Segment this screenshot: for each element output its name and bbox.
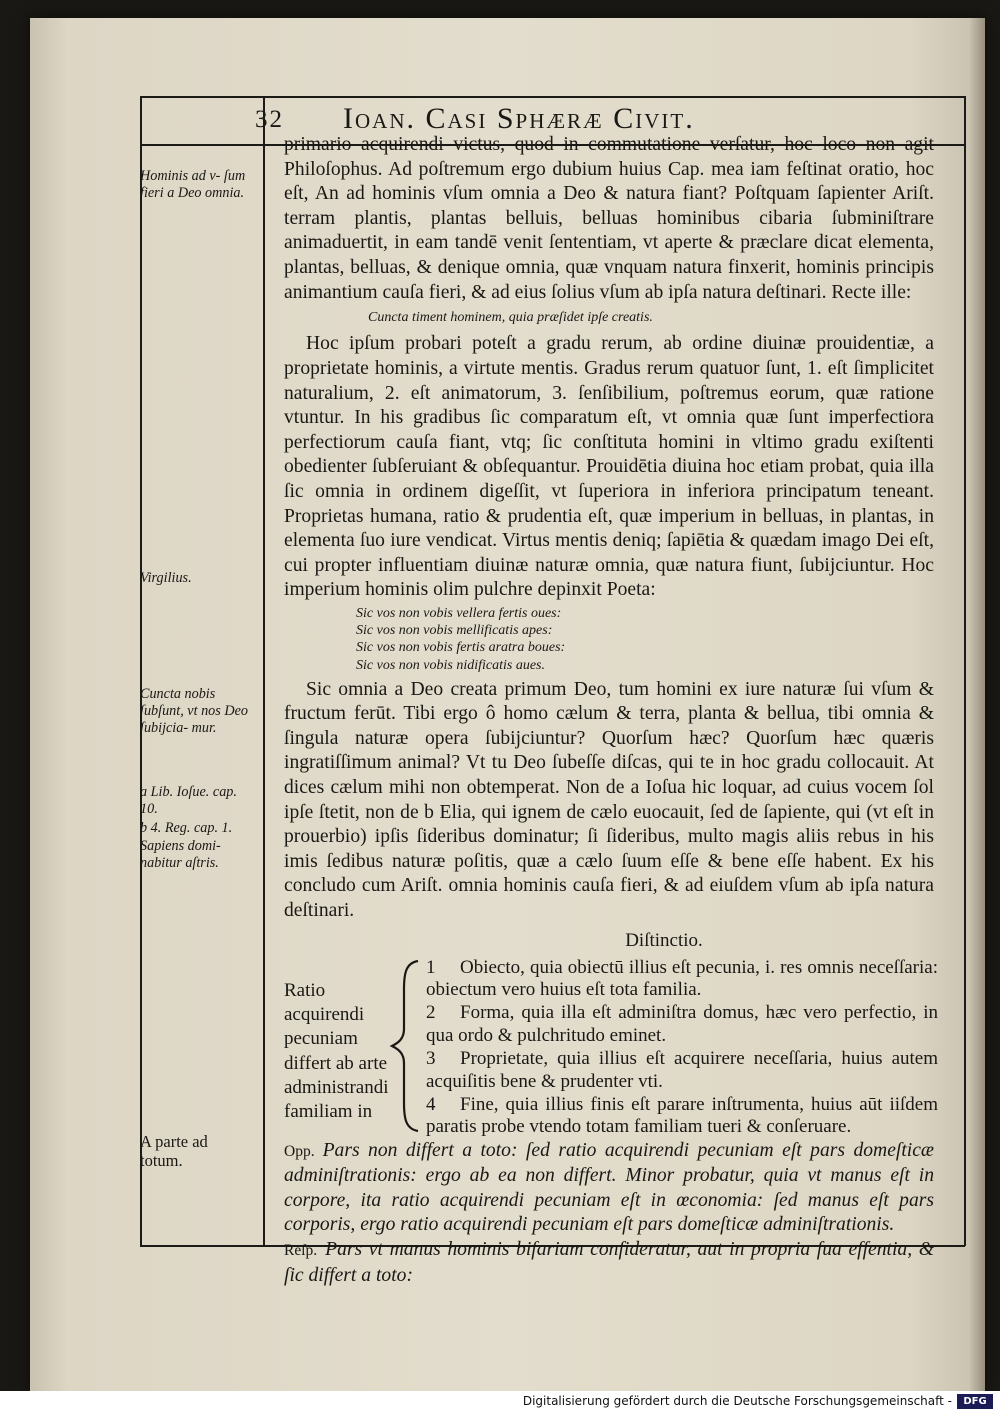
page-edge-shadow <box>969 18 985 1393</box>
digitization-footer <box>0 1391 1000 1413</box>
outer-margin-rule <box>140 96 142 1246</box>
verse-line: Sic vos non vobis vellera fertis oues: <box>356 605 562 621</box>
resp-text: Pars vt manus hominis bifariam conſideratur, aut in propria ſua eſſentia, & ſic differt a toto: <box>284 1239 934 1286</box>
right-rule <box>964 96 966 1246</box>
running-title: Ioan. Casi Sphæræ Civit. <box>343 102 695 135</box>
distinctio-item: 3 Proprietate, quia illius eſt acquirere neceſſaria, huius autem acquiſitis bene & prudenter vti. <box>426 1048 938 1092</box>
paragraph-2: Hoc ipſum probari poteſt a gradu rerum, ab ordine diuinæ prouidentiæ, a proprietate hominis, a virtute mentis. Gradus rerum quatuor ſunt, 1. eſt ſimplicitet naturalium, 2. eſt animatorum, 3. ſenſibilium, poſtremus eorum, quæ ratione vtuntur. In his gradibus ſic comparatum eſt, vt omnia quæ ſunt imperfectiora perfectiorum cauſa fiant, vtq; ſic conſtituta homini in vltimo gradu exiſtenti obedienter ſubſeruiant & obſequantur. Prouidētia diuina hoc etiam probat, quia illa ſic omnia in ordinem digeſſit, vt ſuperiora in inferiora principatum teneant. Proprietas humana, ratio & prudentia eſt, quæ imperium in belluas, in plantas, in elementa ſuo iure vendicat. Virtus mentis deniq; ſapiētia & quædam imago Dei eſt, cui propter influentiam diuinæ naturæ omnia, quæ natura fiunt, ſubijciuntur. Hoc imperium hominis olim pulchre depinxit Poeta: <box>284 333 934 601</box>
paragraph-1: primario acquirendi victus, quod in commutatione verſatur, hoc loco non agit Philoſophus. Ad poſtremum ergo dubium huius Cap. mea iam feſtinat oratio, hoc eſt, An ad hominis vſum omnia a Deo & natura fiant? Poſtquam ſapienter Ariſt. terram plantis, plantas belluis, belluas hominibus cibaria ſubminiſtrare animaduertit, in eam tandē venit ſententiam, vt aperte & præclare dicat elementa, plantas, belluas, & denique omnia, quæ vnquam natura finxerit, hominis principis animantium cauſa fieri, & ad eius ſolius vſum ab ipſa natura deſtinari. Recte ille: <box>284 134 934 303</box>
virgil-verses <box>356 605 934 674</box>
disputatio <box>284 1139 934 1289</box>
response <box>284 1238 934 1288</box>
opp-text: Pars non differt a toto: ſed ratio acquirendi pecuniam eſt pars domeſticæ adminiſtrationis: ergo ab ea non differt. Minor probatur, quia vt manus eſt in corpore, ita ratio acquirendi pecuniam eſt in œconomia: ſed manus eſt pars corporis, ergo ratio acquirendi pecuniam eſt pars domeſticæ adminiſtrationis. <box>284 1139 934 1236</box>
margin-note-sapiens: Sapiens domi- nabitur aſtris. <box>140 838 221 871</box>
curly-brace-icon <box>388 959 424 1133</box>
distinctio-item: 2 Forma, quia illa eſt adminiſtra domus, hæc vero perfectio, in qua ordo & pulchritudo eminet. <box>426 1002 938 1046</box>
margin-note-iosue: a Lib. Ioſue. cap. 10. <box>140 784 237 817</box>
margin-note-a-parte: A parte ad totum. <box>140 1132 208 1170</box>
page-number: 32 <box>255 106 284 133</box>
margin-note-reg: b 4. Reg. cap. 1. <box>140 820 233 836</box>
verse-line: Sic vos non vobis mellificatis apes: <box>356 623 553 639</box>
distinctio-item: 4 Fine, quia illius finis eſt parare inſtrumenta, huius aūt iiſdem paratis probe vtendo totam familiam tueri & conſeruare. <box>426 1094 938 1138</box>
main-text-column <box>284 133 938 1288</box>
distinctio-items <box>426 957 938 1140</box>
margin-note-cuncta: Cuncta nobis ſubſunt, vt nos Deo ſubijcia- mur. <box>140 686 248 736</box>
inner-margin-rule <box>263 96 265 1246</box>
distinctio-label: Ratio acquirendi pecuniam differt ab arte administrandi familiam in <box>284 979 389 1123</box>
margin-note-virgilius: Virgilius. <box>140 570 192 586</box>
distinctio-title: Diſtinctio. <box>625 929 703 951</box>
objection <box>284 1139 934 1238</box>
distinctio-table <box>284 955 938 1138</box>
verse-quotation: Cuncta timent hominem, quia præſidet ipſe creatis. <box>368 310 653 326</box>
verse-line: Sic vos non vobis fertis aratra boues: <box>356 640 566 656</box>
dfg-logo: DFG <box>957 1394 993 1409</box>
funding-notice: Digitalisierung gefördert durch die Deutsche Forschungsgemeinschaft - <box>522 1394 952 1408</box>
opp-label: Opp. <box>284 1142 315 1160</box>
verse-line: Sic vos non vobis nidificatis aues. <box>356 657 545 673</box>
margin-note-hominis: Hominis ad v- ſum fieri a Deo omnia. <box>140 168 246 201</box>
distinctio-item: 1 Obiecto, quia obiectū illius eſt pecunia, i. res omnis neceſſaria: obiectum vero huius eſt tota familia. <box>426 956 938 1001</box>
paragraph-3: Sic omnia a Deo creata primum Deo, tum homini ex iure naturæ ſui vſum & fructum ferūt. Tibi ergo ô homo cælum & terra, planta & bellua, tibi omnia & ſingula naturæ opera ſubijciuntur? Quorſum hæc? Quorſum hæc quæris ingratiſſimum animal? Vt tu Deo ſubeſſe diſcas, qui te in hoc gradu collocauit. At dices cælum mihi non obtemperat. Non de a Ioſua hic loquar, ad cuius vocem ſol ipſe ſtetit, non de b Elia, qui ignem de cælo euocauit, ſed de ſapiente, qui (vt eſt in prouerbio) ipſis ſideribus dominatur; ſi ſideribus, multo magis aliis rebus in his imis ſedibus naturæ poſitis, quæ a cælo ſuum eſſe & bene eſſe habent. Ex his concludo cum Ariſt. omnia hominis cauſa fieri, & ad eiuſdem vſum ab ipſa natura deſtinari. <box>284 678 934 922</box>
resp-label: Reſp. <box>284 1242 318 1260</box>
